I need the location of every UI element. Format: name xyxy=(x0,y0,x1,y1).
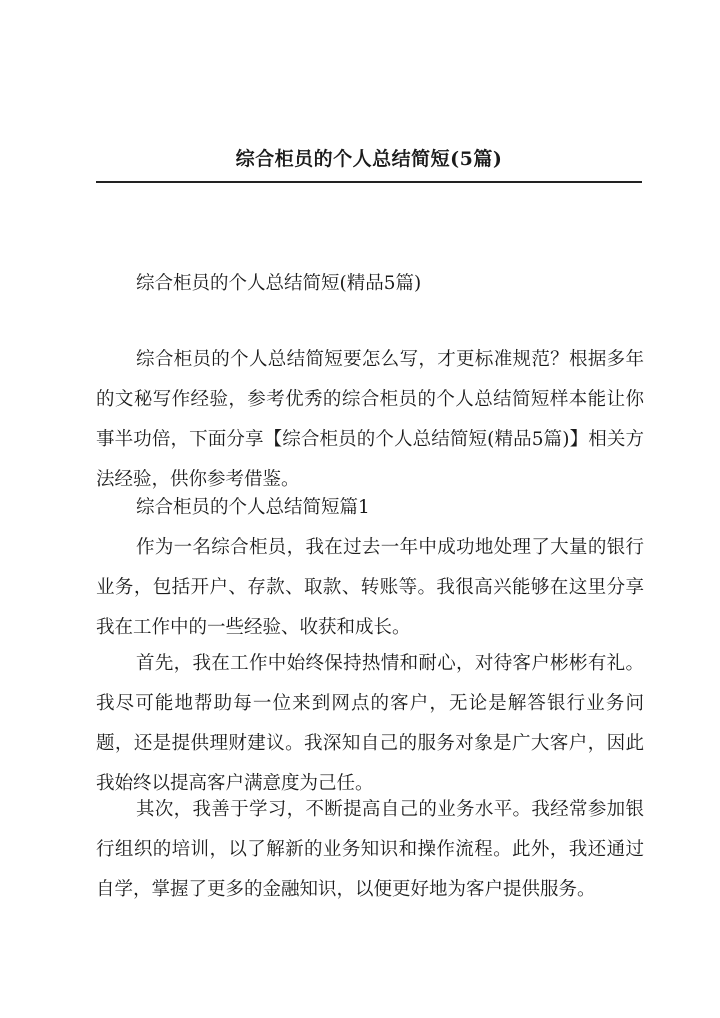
title-underline xyxy=(96,181,642,183)
document-title: 综合柜员的个人总结简短(5篇) xyxy=(235,148,503,170)
body-paragraph: 其次，我善于学习，不断提高自己的业务水平。我经常参加银行组织的培训，以了解新的业务知识和操作流程。此外，我还通过自学，掌握了更多的金融知识，以便更好地为客户提供服务。 xyxy=(96,799,644,900)
intro-paragraph: 综合柜员的个人总结简短要怎么写，才更标准规范？根据多年的文秘写作经验，参考优秀的综合柜员的个人总结简短样本能让你事半功倍，下面分享【综合柜员的个人总结简短(精品5篇)】相关方法经验，供你参考借鉴。 xyxy=(96,349,644,490)
body-paragraph: 作为一名综合柜员，我在过去一年中成功地处理了大量的银行业务，包括开户、存款、取款、转账等。我很高兴能够在这里分享我在工作中的一些经验、收获和成长。 xyxy=(96,537,644,638)
document-subtitle: 综合柜员的个人总结简短(精品5篇) xyxy=(136,273,422,294)
body-paragraph: 首先，我在工作中始终保持热情和耐心，对待客户彬彬有礼。我尽可能地帮助每一位来到网点的客户，无论是解答银行业务问题，还是提供理财建议。我深知自己的服务对象是广大客户，因此我始终以提高客户满意度为己任。 xyxy=(96,653,644,794)
section-heading: 综合柜员的个人总结简短篇1 xyxy=(136,497,370,518)
